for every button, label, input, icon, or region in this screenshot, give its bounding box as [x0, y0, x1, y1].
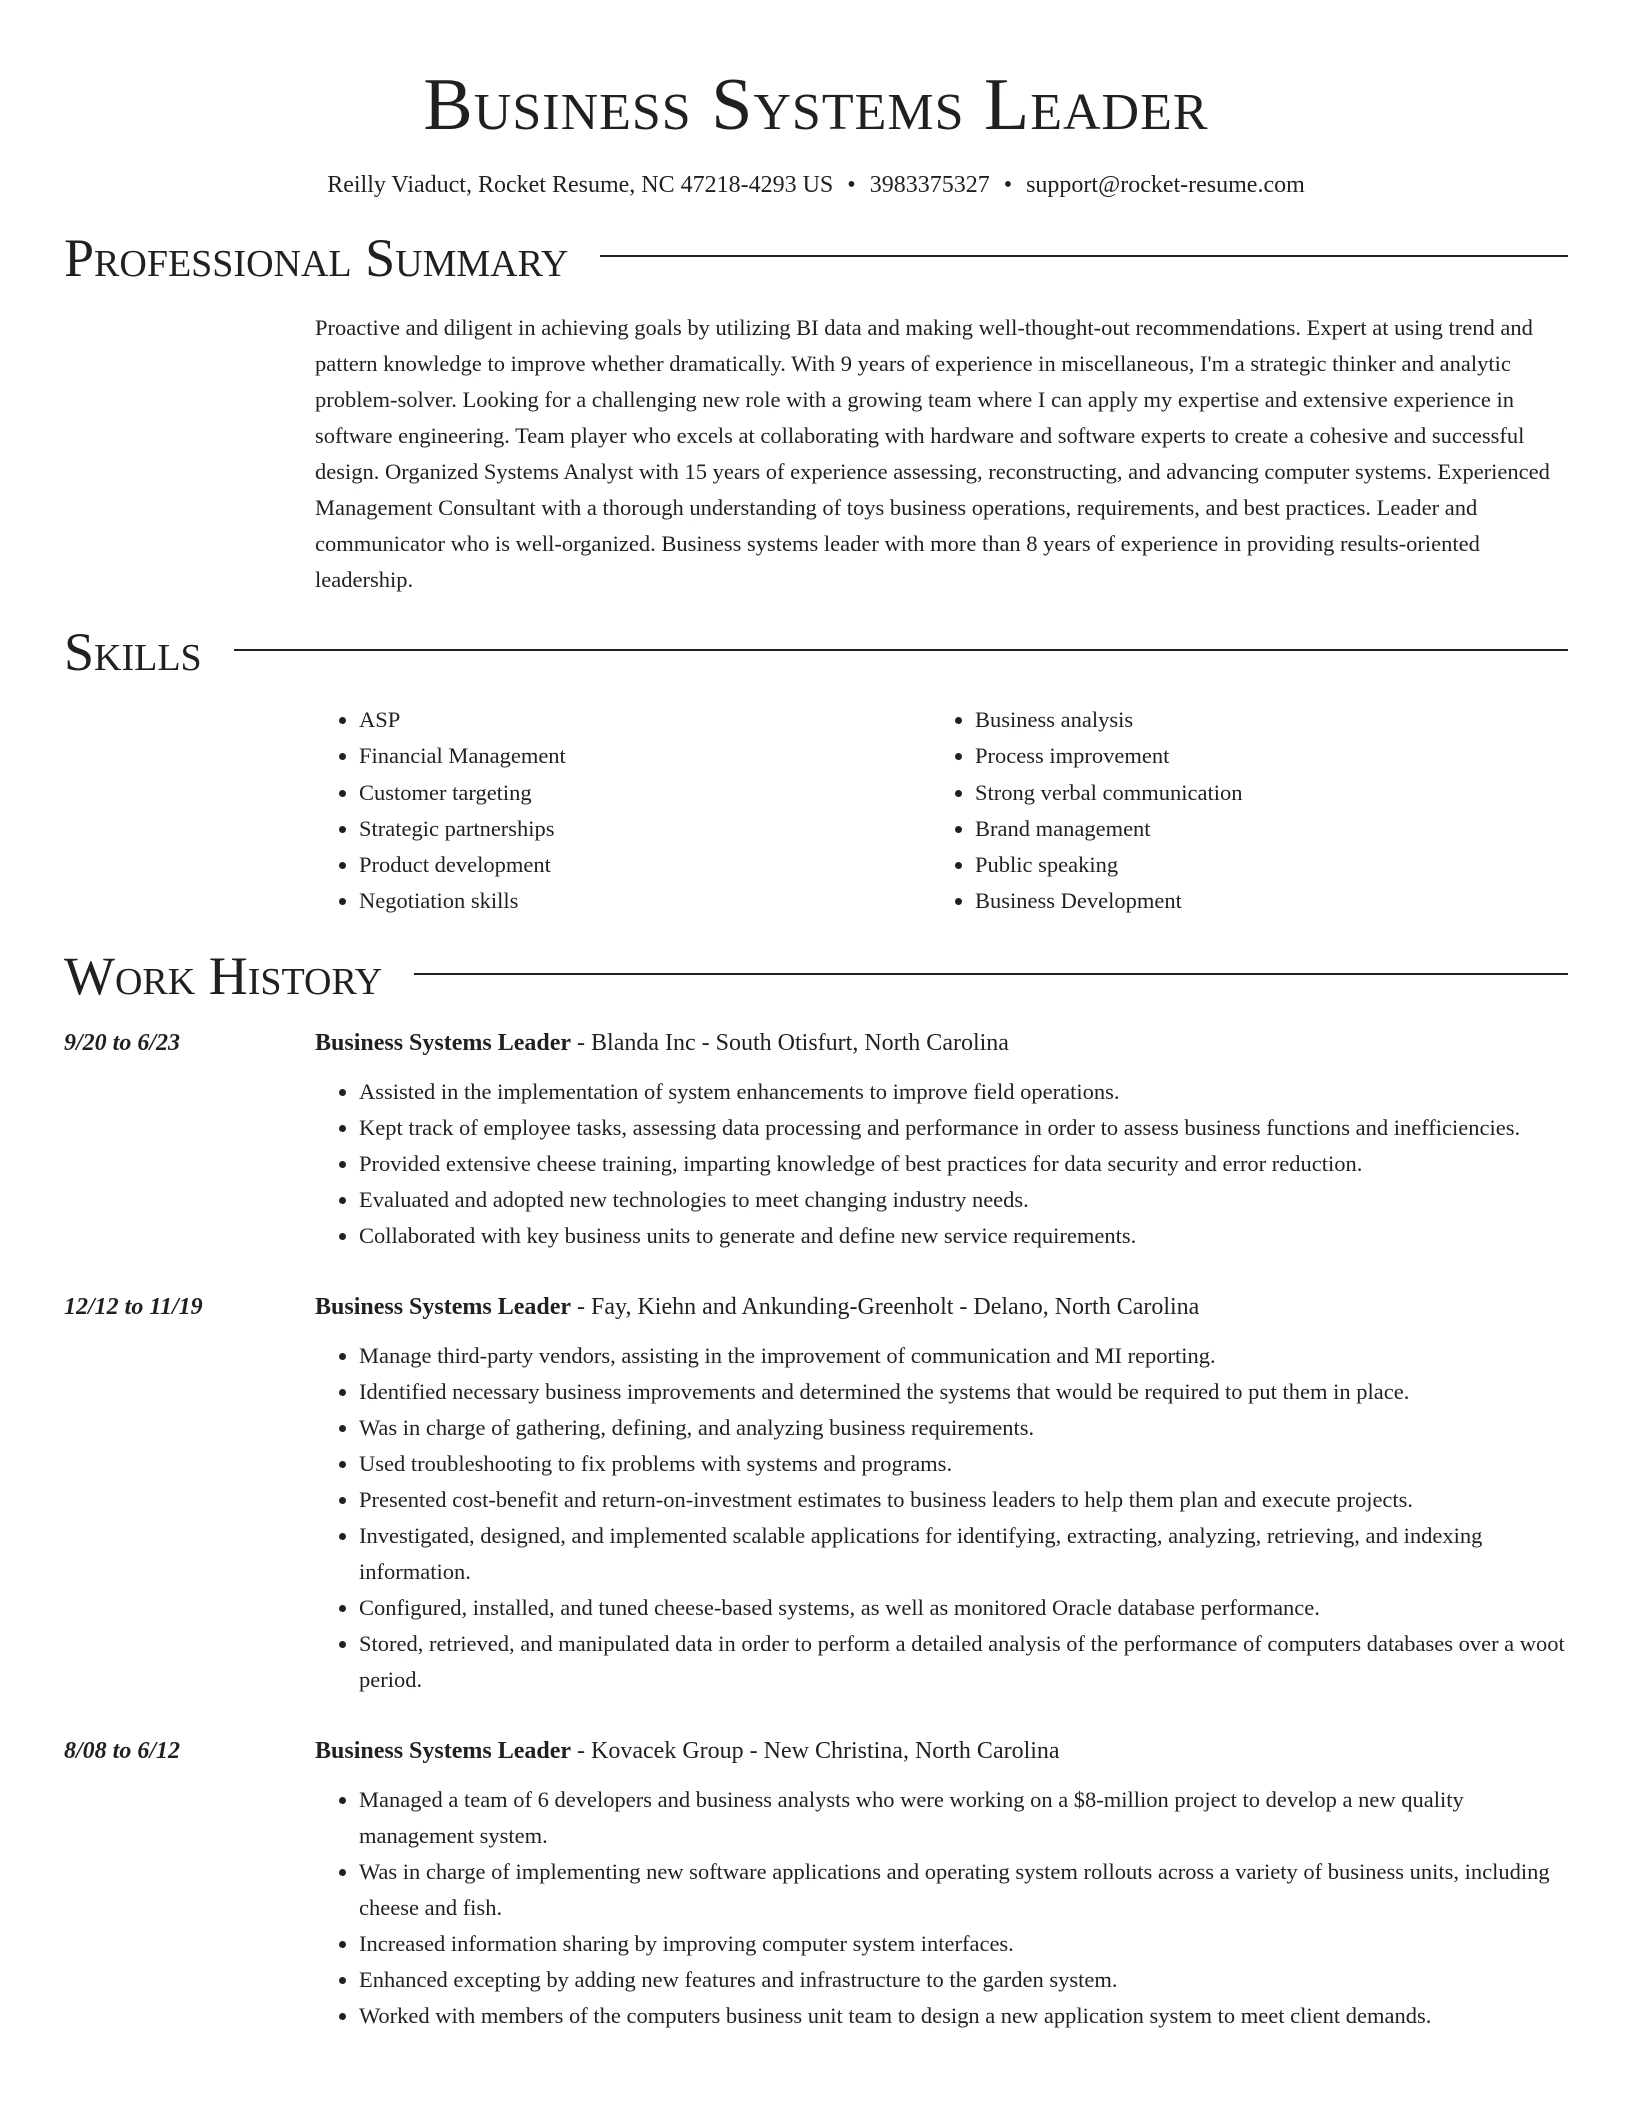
address: Reilly Viaduct, Rocket Resume, NC 47218-4293 US [327, 172, 834, 198]
skills-lists [315, 702, 1568, 920]
skills-list-left [315, 702, 931, 920]
section-divider [600, 255, 1568, 257]
job-bullets-wrap [315, 1074, 1568, 1254]
job-title [315, 1026, 1568, 1060]
skill-item: • Public speaking [975, 847, 1547, 883]
summary-section [64, 228, 1568, 598]
job-title [315, 1290, 1568, 1324]
skills-heading: Skills [64, 622, 202, 682]
job-company: - Fay, Kiehn and Ankunding-Greenholt - Delano, North Carolina [571, 1293, 1200, 1320]
job-bullets [315, 1338, 1568, 1698]
skill-item: • Strategic partnerships [359, 811, 931, 847]
section-divider [414, 973, 1568, 975]
skills-section [64, 622, 1568, 920]
skill-item: • Negotiation skills [359, 883, 931, 919]
skill-item: • Business Development [975, 883, 1547, 919]
candidate-name: Business Systems Leader [423, 64, 1209, 146]
job-bullet: • Investigated, designed, and implemented scalable applications for identifying, extracting, analyzing, retrieving, and indexing information. [359, 1518, 1568, 1590]
job-bullet: • Assisted in the implementation of system enhancements to improve field operations. [359, 1074, 1568, 1110]
contact-separator: • [1003, 172, 1013, 198]
job-bullet: • Enhanced excepting by adding new features and infrastructure to the garden system. [359, 1962, 1568, 1998]
skills-heading-row [64, 622, 1568, 682]
skill-item: • Strong verbal communication [975, 775, 1547, 811]
job-bullets-wrap [315, 1782, 1568, 2034]
phone: 3983375327 [869, 172, 990, 198]
job-role: Business Systems Leader [315, 1293, 572, 1320]
job-bullet: • Identified necessary business improvements and determined the systems that would be required to put them in place. [359, 1374, 1568, 1410]
skill-item: • Process improvement [975, 738, 1547, 774]
job-company: - Kovacek Group - New Christina, North Carolina [571, 1737, 1060, 1764]
job-dates: 12/12 to 11/19 [64, 1293, 203, 1320]
skill-item: • Financial Management [359, 738, 931, 774]
section-divider [234, 649, 1568, 651]
skills-list-right [931, 702, 1547, 920]
work-heading: Work History [64, 945, 383, 1006]
job-bullet: • Used troubleshooting to fix problems with systems and programs. [359, 1446, 1568, 1482]
job-bullet: • Increased information sharing by improving computer system interfaces. [359, 1926, 1568, 1962]
contact-separator: • [847, 172, 856, 198]
job-dates: 8/08 to 6/12 [64, 1737, 181, 1764]
summary-heading: Professional Summary [64, 228, 569, 288]
job-bullet: • Manage third-party vendors, assisting in the improvement of communication and MI reporting. [359, 1338, 1568, 1374]
skill-item: • ASP [359, 702, 931, 738]
job-header [64, 1026, 1568, 1060]
work-history-section [64, 946, 1568, 2034]
job-bullet: • Was in charge of implementing new software applications and operating system rollouts across a variety of business units, including cheese and fish. [359, 1854, 1568, 1926]
resume-page [64, 0, 1568, 2034]
job-bullet: • Stored, retrieved, and manipulated data in order to perform a detailed analysis of the performance of computers databases over a woot period. [359, 1626, 1568, 1698]
job-role: Business Systems Leader [315, 1029, 572, 1056]
job-entry [64, 1734, 1568, 2034]
job-entry [64, 1026, 1568, 1254]
skill-item: • Business analysis [975, 702, 1547, 738]
job-bullets [315, 1782, 1568, 2034]
job-bullets-wrap [315, 1338, 1568, 1698]
job-bullets [315, 1074, 1568, 1254]
job-bullet: • Was in charge of gathering, defining, and analyzing business requirements. [359, 1410, 1568, 1446]
job-bullet: • Presented cost-benefit and return-on-investment estimates to business leaders to help them plan and execute projects. [359, 1482, 1568, 1518]
job-header [64, 1734, 1568, 1768]
job-bullet: • Evaluated and adopted new technologies to meet changing industry needs. [359, 1182, 1568, 1218]
job-bullet: • Managed a team of 6 developers and business analysts who were working on a $8-million project to develop a new quality management system. [359, 1782, 1568, 1854]
summary-body [315, 310, 1568, 598]
email: support@rocket-resume.com [1026, 172, 1305, 198]
job-bullet: • Worked with members of the computers business unit team to design a new application system to meet client demands. [359, 1998, 1568, 2034]
skill-item: • Brand management [975, 811, 1547, 847]
summary-text: Proactive and diligent in achieving goals by utilizing BI data and making well-thought-out recommendations. Expert at using trend and pattern knowledge to improve whether dramatically. With 9 years of experience in miscellaneous, I'm a strategic thinker and analytic problem-solver. Looking for a challenging new role with a growing team where I can apply my expertise and extensive experience in software engineering. Team player who excels at collaborating with hardware and software experts to create a cohesive and successful design. Organized Systems Analyst with 15 years of experience assessing, reconstructing, and advancing computer systems. Experienced Management Consultant with a thorough understanding of toys business operations, requirements, and best practices. Leader and communicator who is well-organized. Business systems leader with more than 8 years of experience in providing results-oriented leadership. [315, 315, 1550, 592]
summary-heading-row [64, 228, 1568, 288]
job-dates: 9/20 to 6/23 [64, 1029, 181, 1056]
job-bullet: • Kept track of employee tasks, assessing data processing and performance in order to assess business functions and inefficiencies. [359, 1110, 1568, 1146]
job-title [315, 1734, 1568, 1768]
job-role: Business Systems Leader [315, 1737, 572, 1764]
job-header [64, 1290, 1568, 1324]
contact-line [64, 170, 1568, 200]
job-bullet: • Provided extensive cheese training, imparting knowledge of best practices for data security and error reduction. [359, 1146, 1568, 1182]
job-entry [64, 1290, 1568, 1698]
work-heading-row [64, 946, 1568, 1006]
skill-item: • Product development [359, 847, 931, 883]
skill-item: • Customer targeting [359, 775, 931, 811]
job-bullet: • Collaborated with key business units to generate and define new service requirements. [359, 1218, 1568, 1254]
job-company: - Blanda Inc - South Otisfurt, North Carolina [571, 1029, 1009, 1056]
job-bullet: • Configured, installed, and tuned cheese-based systems, as well as monitored Oracle database performance. [359, 1590, 1568, 1626]
